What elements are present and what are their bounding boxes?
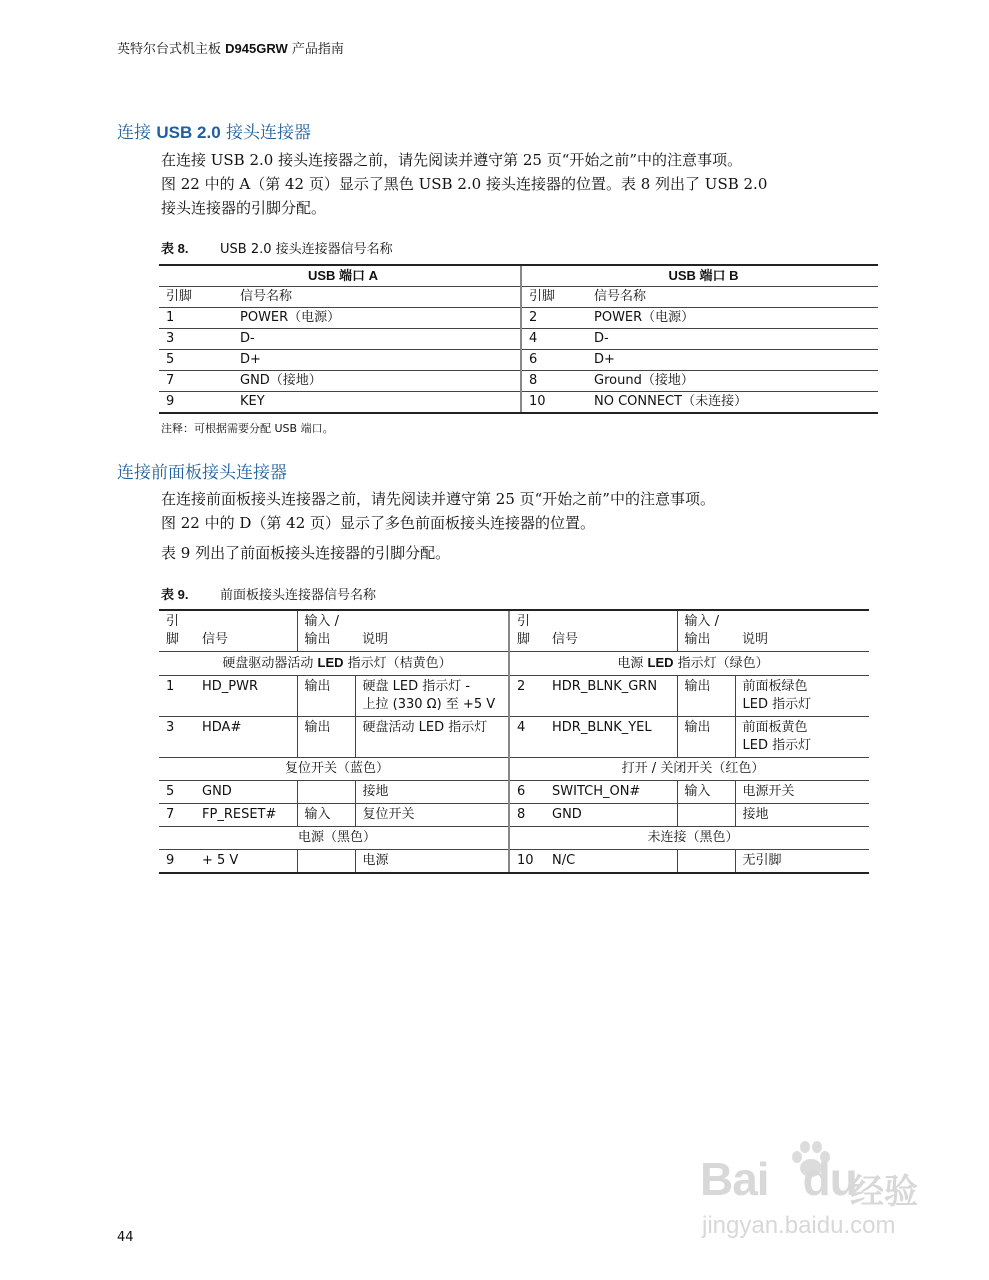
group-row: 电源（黑色） 未连接（黑色）	[159, 827, 869, 850]
table-row: 3 D- 4 D-	[159, 328, 878, 349]
table-row: 7 FP_RESET# 输入 复位开关 8 GND 接地	[159, 804, 869, 827]
table-row: 9 + 5 V 电源 10 N/C 无引脚	[159, 850, 869, 874]
baidu-watermark: Bai du 经验 jingyan.baidu.com	[700, 1140, 960, 1250]
section-heading-front-panel: 连接前面板接头连接器	[117, 463, 287, 483]
table9-caption: 表 9. 前面板接头连接器信号名称	[161, 587, 377, 603]
page-number: 44	[117, 1230, 134, 1245]
group-row: 硬盘驱动器活动 LED 指示灯（桔黄色） 电源 LED 指示灯（绿色）	[159, 652, 869, 676]
table8-caption: 表 8. USB 2.0 接头连接器信号名称	[161, 241, 393, 257]
section-heading-usb: 连接 USB 2.0 接头连接器	[117, 123, 312, 143]
table8-note: 注释：可根据需要分配 USB 端口。	[161, 422, 334, 435]
table-row: 5 GND 接地 6 SWITCH_ON# 输入 电源开关	[159, 781, 869, 804]
table-row: 7 GND（接地） 8 Ground（接地）	[159, 370, 878, 391]
running-header: 英特尔台式机主板 D945GRW 产品指南	[117, 41, 344, 57]
front-panel-paragraph: 在连接前面板接头连接器之前，请先阅读并遵守第 25 页“开始之前”中的注意事项。 图 22 中的 D（第 42 页）显示了多色前面板接头连接器的位置。 表 9 列出了前面板接头连接器的引脚分配。	[161, 490, 715, 562]
table-row: 9 KEY 10 NO CONNECT（未连接）	[159, 391, 878, 413]
usb-pin-table: USB 端口 A USB 端口 B 引脚 信号名称 引脚 信号名称 1 POWER（电源） 2 POWER（电源） 3 D- 4 D- 5 D+ 6 D+ 7 GND（接地） 8 Ground（接地） 9 KEY 10 NO CONNECT（未连接）	[159, 264, 878, 414]
table-row: 1 POWER（电源） 2 POWER（电源）	[159, 307, 878, 328]
port-a-header: USB 端口 A	[159, 265, 521, 286]
table-row: 1 HD_PWR 输出 硬盘 LED 指示灯 - 上拉 (330 Ω) 至 +5 V 2 HDR_BLNK_GRN 输出 前面板绿色 LED 指示灯	[159, 676, 869, 717]
table-row: 3 HDA# 输出 硬盘活动 LED 指示灯 4 HDR_BLNK_YEL 输出 前面板黄色 LED 指示灯	[159, 717, 869, 758]
group-row: 复位开关（蓝色） 打开 / 关闭开关（红色）	[159, 758, 869, 781]
table-row: 5 D+ 6 D+	[159, 349, 878, 370]
model-name: D945GRW	[225, 41, 288, 56]
front-panel-pin-table: 引 脚 信号 输入 / 输出 说明 引 脚 信号 输入 / 输出 说明 硬盘驱动器活动 LED 指示灯（桔黄色） 电源 LED 指示灯（绿色） 1 HD_PWR 输出 硬盘 LED 指示灯 - 上拉 (330 Ω) 至 +5 V 2 HDR_BLNK_GRN 输出 前面板绿色 LED 指示灯 3 HDA# 输出 硬盘活动 LED 指示灯 4 HDR_BLNK_YEL 输出 前面板黄色 LED 指示灯 复位开关（蓝色） 打开 / 关闭开关（红色） 5 GND 接地 6 SWITCH_ON# 输入 电源开关 7 FP_RESET# 输入 复位开关 8 GND 接地 电源（黑色） 未连接（黑色） 9 + 5 V 电源 10 N/C 无引脚	[159, 609, 869, 874]
usb-paragraph: 在连接 USB 2.0 接头连接器之前，请先阅读并遵守第 25 页“开始之前”中的注意事项。 图 22 中的 A（第 42 页）显示了黑色 USB 2.0 接头连接器的位置。表 8 列出了 USB 2.0 接头连接器的引脚分配。	[161, 151, 768, 217]
port-b-header: USB 端口 B	[521, 265, 878, 286]
